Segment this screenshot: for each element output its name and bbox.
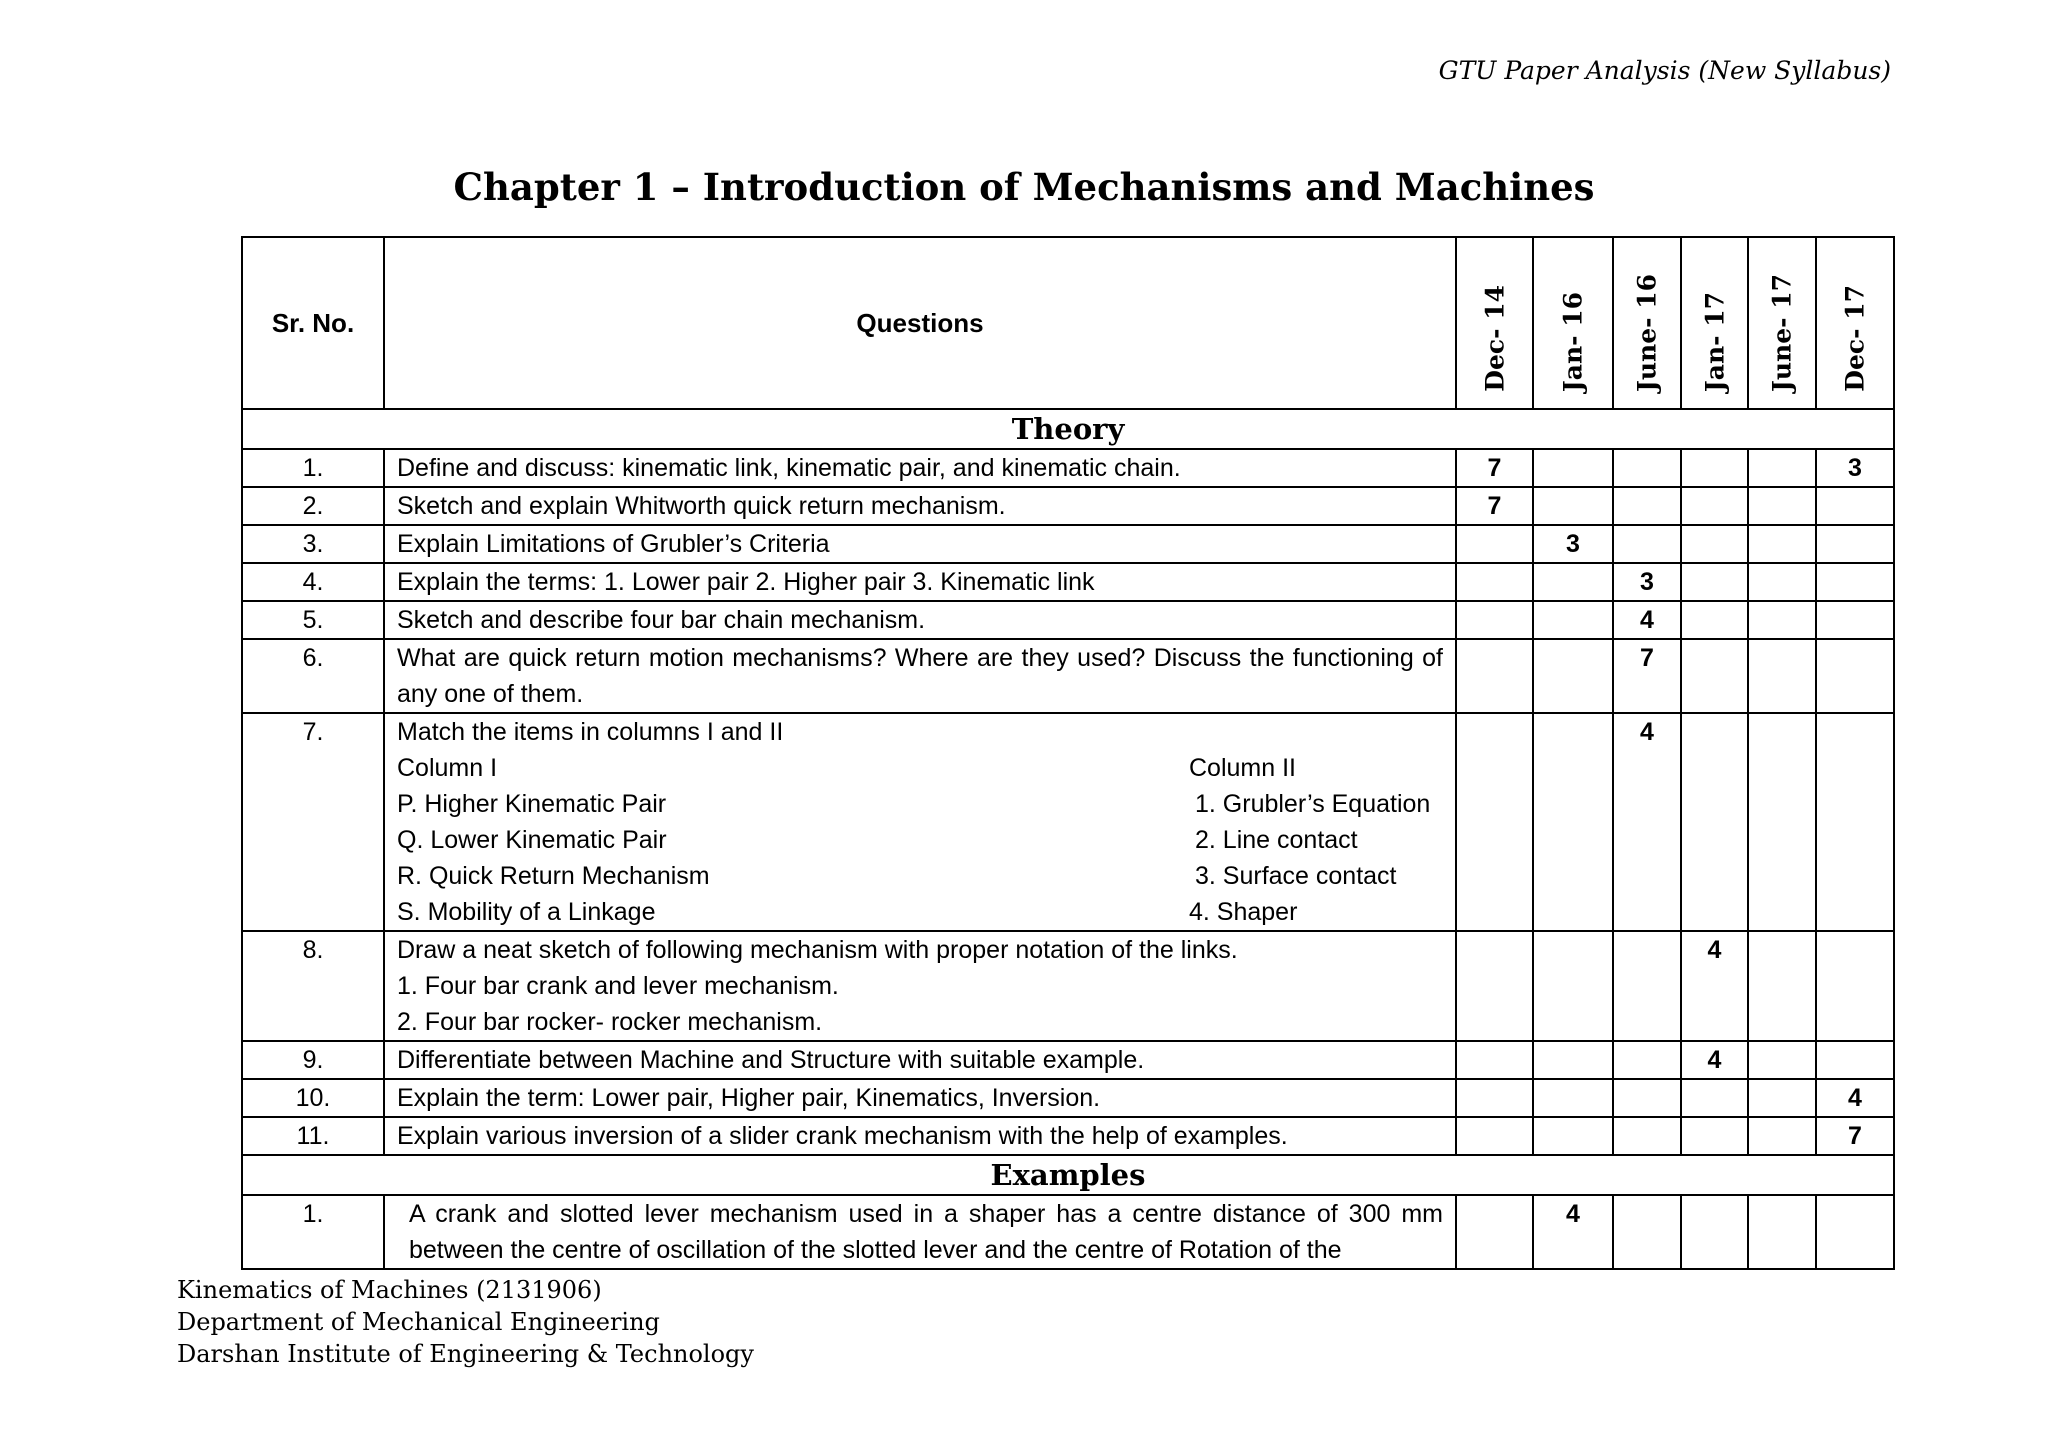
table-header-row <box>242 237 1894 409</box>
question-text: What are quick return motion mechanisms? Where are they used? Discuss the functioning of any one of them. <box>397 644 1443 708</box>
exam-label: June- 17 <box>1767 274 1797 392</box>
mark-cell <box>1533 487 1613 525</box>
mark-cell: 3 <box>1816 449 1894 487</box>
header-questions: Questions <box>384 237 1456 409</box>
mark-cell <box>1748 449 1816 487</box>
mark-cell <box>1456 601 1533 639</box>
mark-cell <box>1533 449 1613 487</box>
mark-cell <box>1456 639 1533 713</box>
header-sr-no: Sr. No. <box>242 237 384 409</box>
section-row-theory <box>242 409 1894 449</box>
mark-cell <box>1613 1195 1681 1269</box>
sub-item: 2. Four bar rocker- rocker mechanism. <box>397 1008 823 1036</box>
mark-cell: 7 <box>1816 1117 1894 1155</box>
sub-item: 1. Four bar crank and lever mechanism. <box>397 972 839 1000</box>
mark-cell <box>1533 1117 1613 1155</box>
mark-cell <box>1681 449 1748 487</box>
sr-cell: 2. <box>242 487 384 525</box>
exam-label: June- 16 <box>1632 274 1662 392</box>
match-item: 4. Shaper <box>1189 898 1298 926</box>
sr-cell: 6. <box>242 639 384 713</box>
sr-cell: 4. <box>242 563 384 601</box>
exam-label: Dec- 14 <box>1480 285 1509 392</box>
match-item: 2. Line contact <box>1195 826 1358 854</box>
section-row-examples <box>242 1155 1894 1195</box>
mark-cell <box>1681 1079 1748 1117</box>
mark-cell: 7 <box>1456 487 1533 525</box>
mark-cell <box>1816 639 1894 713</box>
mark-cell <box>1816 601 1894 639</box>
footer-course: Kinematics of Machines (2131906) <box>177 1276 602 1304</box>
sr-cell: 5. <box>242 601 384 639</box>
question-cell: Explain the term: Lower pair, Higher pair, Kinematics, Inversion. <box>384 1079 1456 1117</box>
mark-cell <box>1533 713 1613 931</box>
mark-cell <box>1533 601 1613 639</box>
table-row <box>242 1079 1894 1117</box>
mark-cell <box>1533 639 1613 713</box>
question-cell <box>384 639 1456 713</box>
question-text: Match the items in columns I and II <box>397 718 784 746</box>
page-footer <box>177 1274 754 1370</box>
mark-cell: 4 <box>1681 1041 1748 1079</box>
table-row <box>242 1195 1894 1269</box>
mark-cell <box>1613 525 1681 563</box>
match-item: 1. Grubler’s Equation <box>1195 790 1431 818</box>
question-cell: Explain various inversion of a slider crank mechanism with the help of examples. <box>384 1117 1456 1155</box>
question-cell: Explain the terms: 1. Lower pair 2. Higher pair 3. Kinematic link <box>384 563 1456 601</box>
table-row <box>242 487 1894 525</box>
mark-cell <box>1681 563 1748 601</box>
mark-cell: 7 <box>1456 449 1533 487</box>
header-note: GTU Paper Analysis (New Syllabus) <box>1438 56 1891 85</box>
mark-cell <box>1613 931 1681 1041</box>
mark-cell <box>1816 931 1894 1041</box>
mark-cell: 4 <box>1681 931 1748 1041</box>
exam-label: Jan- 17 <box>1700 291 1729 392</box>
mark-cell <box>1533 1041 1613 1079</box>
sr-cell: 10. <box>242 1079 384 1117</box>
question-cell <box>384 931 1456 1041</box>
header-exam-june-16 <box>1613 237 1681 409</box>
sr-cell: 1. <box>242 1195 384 1269</box>
question-cell: Define and discuss: kinematic link, kinematic pair, and kinematic chain. <box>384 449 1456 487</box>
mark-cell <box>1456 1195 1533 1269</box>
sr-cell: 7. <box>242 713 384 931</box>
mark-cell <box>1681 639 1748 713</box>
mark-cell <box>1613 449 1681 487</box>
mark-cell <box>1816 713 1894 931</box>
mark-cell <box>1748 1041 1816 1079</box>
section-heading-theory: Theory <box>242 409 1894 449</box>
mark-cell <box>1533 563 1613 601</box>
match-column-2-label: Column II <box>1189 754 1296 782</box>
question-cell: Differentiate between Machine and Structure with suitable example. <box>384 1041 1456 1079</box>
mark-cell <box>1681 1195 1748 1269</box>
mark-cell <box>1613 487 1681 525</box>
question-cell: Sketch and describe four bar chain mechanism. <box>384 601 1456 639</box>
mark-cell <box>1816 525 1894 563</box>
header-exam-jan-16 <box>1533 237 1613 409</box>
match-columns <box>397 750 1443 930</box>
match-item: P. Higher Kinematic Pair <box>397 790 667 818</box>
sr-cell: 9. <box>242 1041 384 1079</box>
table-row <box>242 1117 1894 1155</box>
table-row <box>242 449 1894 487</box>
mark-cell: 7 <box>1613 639 1681 713</box>
table-row <box>242 563 1894 601</box>
mark-cell <box>1456 1117 1533 1155</box>
mark-cell <box>1748 487 1816 525</box>
mark-cell: 4 <box>1816 1079 1894 1117</box>
header-exam-dec-14 <box>1456 237 1533 409</box>
mark-cell <box>1816 1195 1894 1269</box>
mark-cell <box>1456 1041 1533 1079</box>
question-cell: Explain Limitations of Grubler’s Criteria <box>384 525 1456 563</box>
table-row <box>242 1041 1894 1079</box>
match-item: R. Quick Return Mechanism <box>397 862 710 890</box>
sr-cell: 11. <box>242 1117 384 1155</box>
mark-cell <box>1533 1079 1613 1117</box>
question-text: A crank and slotted lever mechanism used in a shaper has a centre distance of 300 mm between the centre of oscillation of the slotted lever and the centre of Rotation of the <box>409 1200 1443 1264</box>
mark-cell <box>1748 601 1816 639</box>
mark-cell <box>1816 487 1894 525</box>
mark-cell <box>1533 931 1613 1041</box>
mark-cell: 3 <box>1613 563 1681 601</box>
sr-cell: 8. <box>242 931 384 1041</box>
question-text: Draw a neat sketch of following mechanism with proper notation of the links. <box>397 936 1238 964</box>
questions-table <box>241 236 1895 1270</box>
chapter-title: Chapter 1 – Introduction of Mechanisms and Machines <box>453 165 1595 209</box>
mark-cell <box>1456 713 1533 931</box>
mark-cell <box>1748 931 1816 1041</box>
mark-cell <box>1748 1117 1816 1155</box>
match-item: 3. Surface contact <box>1195 862 1397 890</box>
match-column-1 <box>397 750 1189 930</box>
exam-label: Dec- 17 <box>1840 285 1870 392</box>
table-row <box>242 639 1894 713</box>
mark-cell <box>1748 1195 1816 1269</box>
question-cell <box>384 1195 1456 1269</box>
mark-cell <box>1681 1117 1748 1155</box>
mark-cell <box>1456 563 1533 601</box>
mark-cell <box>1456 525 1533 563</box>
mark-cell: 4 <box>1533 1195 1613 1269</box>
mark-cell <box>1681 713 1748 931</box>
mark-cell <box>1613 1041 1681 1079</box>
question-cell <box>384 713 1456 931</box>
mark-cell <box>1681 601 1748 639</box>
mark-cell <box>1613 1117 1681 1155</box>
mark-cell <box>1816 1041 1894 1079</box>
mark-cell <box>1816 563 1894 601</box>
header-exam-dec-17 <box>1816 237 1894 409</box>
header-exam-jan-17 <box>1681 237 1748 409</box>
mark-cell <box>1681 525 1748 563</box>
mark-cell <box>1748 1079 1816 1117</box>
mark-cell <box>1613 1079 1681 1117</box>
exam-label: Jan- 16 <box>1558 291 1588 392</box>
mark-cell <box>1748 639 1816 713</box>
match-item: S. Mobility of a Linkage <box>397 898 656 926</box>
match-column-2 <box>1189 750 1443 930</box>
table-row <box>242 713 1894 931</box>
mark-cell: 3 <box>1533 525 1613 563</box>
section-heading-examples: Examples <box>242 1155 1894 1195</box>
footer-institute: Darshan Institute of Engineering & Technology <box>177 1340 754 1368</box>
question-cell: Sketch and explain Whitworth quick return mechanism. <box>384 487 1456 525</box>
mark-cell <box>1456 1079 1533 1117</box>
table-row <box>242 525 1894 563</box>
mark-cell <box>1748 713 1816 931</box>
table-row <box>242 601 1894 639</box>
mark-cell <box>1456 931 1533 1041</box>
header-exam-june-17 <box>1748 237 1816 409</box>
match-column-1-label: Column I <box>397 754 498 782</box>
mark-cell <box>1748 563 1816 601</box>
mark-cell <box>1748 525 1816 563</box>
footer-department: Department of Mechanical Engineering <box>177 1308 660 1336</box>
mark-cell: 4 <box>1613 713 1681 931</box>
mark-cell: 4 <box>1613 601 1681 639</box>
mark-cell <box>1681 487 1748 525</box>
table-row <box>242 931 1894 1041</box>
sr-cell: 3. <box>242 525 384 563</box>
match-item: Q. Lower Kinematic Pair <box>397 826 667 854</box>
sr-cell: 1. <box>242 449 384 487</box>
